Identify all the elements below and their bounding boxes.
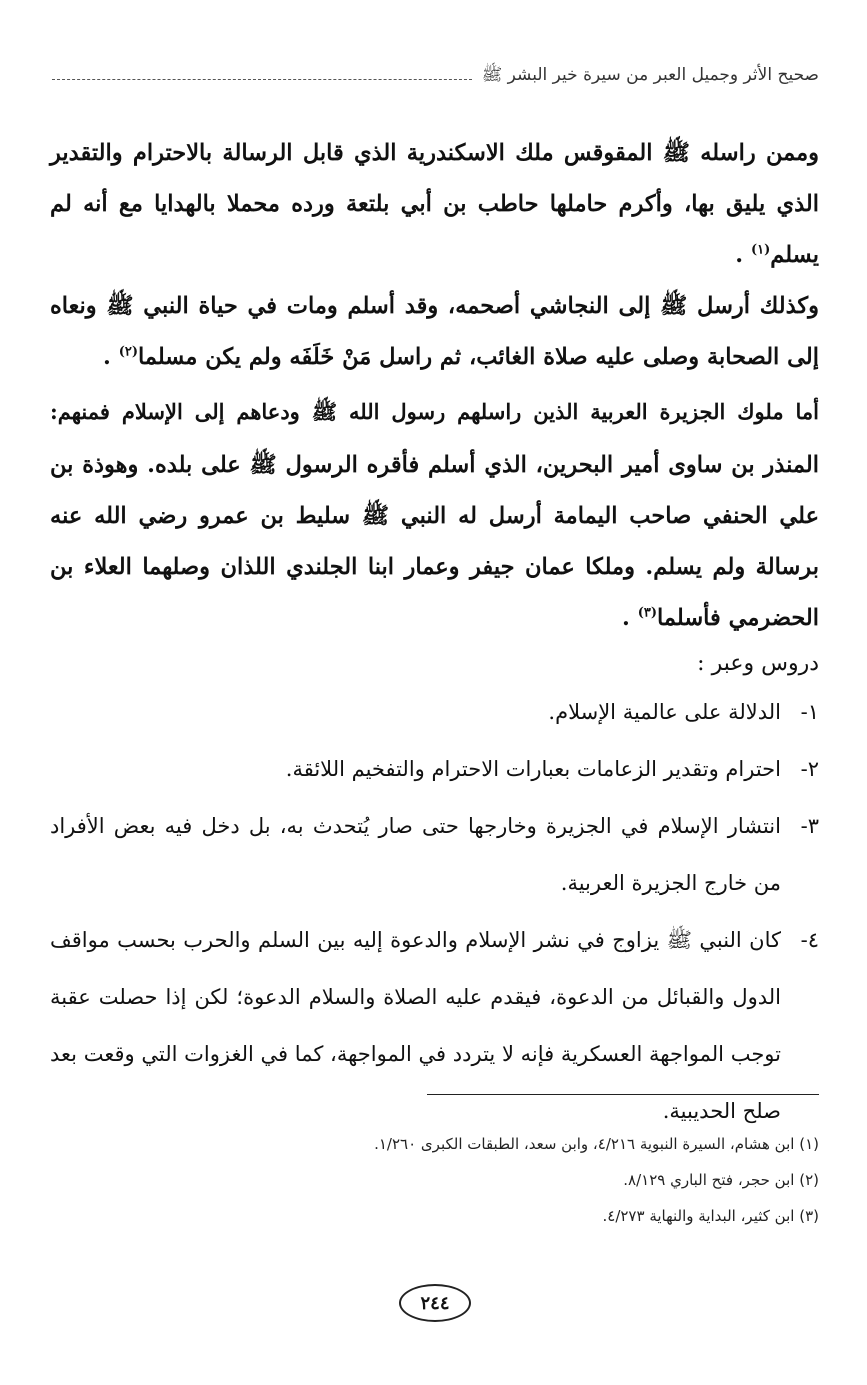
paragraph-najashi: وكذلك أرسل ﷺ إلى النجاشي أصحمه، وقد أسلم ومات في حياة النبي ﷺ ونعاه إلى الصحابة وصلى عليه صلاة الغائب، ثم راسل مَنْ خَلَفَه ولم يكن مسلما$^{(٢)}$ . (50, 293, 819, 370)
lesson-item: ١- الدلالة على عالمية الإسلام. (548, 700, 819, 724)
footnote-ref-2: (٢) (118, 344, 138, 360)
footnote-item: (٣) ابن كثير، البداية والنهاية ٤/٢٧٣. (602, 1207, 819, 1225)
paragraph-arab-kings: أما ملوك الجزيرة العربية الذين راسلهم رسول الله ﷺ ودعاهم إلى الإسلام فمنهم: المنذر بن ساوى أمير البحرين، الذي أسلم فأقره الرسول ﷺ على بلده. وهوذة بن علي الحنفي صاحب اليمامة أرسل له النبي ﷺ سليط بن عمرو رضي الله عنه برسالة ولم يسلم. وملكا عمان جيفر وعمار ابنا الجلندي اللذان وصلهما العلاء بن الحضرمي فأسلما$^{(٣)}$ . (50, 399, 819, 631)
lessons-heading: دروس وعبر : (697, 651, 819, 676)
main-text (50, 128, 819, 1140)
footnote-separator (427, 1094, 819, 1095)
lesson-item: ٤- كان النبي ﷺ يزاوج في نشر الإسلام والدعوة إليه بين السلم والحرب بحسب مواقف الدول والقبائل من الدعوة، فيقدم عليه الصلاة والسلام الدعوة؛ لكن إذا حصلت عقبة توجب المواجهة العسكرية فإنه لا يتردد في المواجهة، كما في الغزوات التي وقعت بعد صلح الحديبية. (50, 928, 819, 1123)
paragraph-intro: أما ملوك الجزيرة العربية الذين راسلهم رسول الله ﷺ ودعاهم إلى الإسلام فمنهم: (50, 399, 819, 424)
running-header (52, 62, 819, 90)
footnote-item: (٢) ابن حجر، فتح الباري ٨/١٢٩. (623, 1171, 819, 1189)
running-title: صحيح الأثر وجميل العبر من سيرة خير البشر ﷺ (481, 64, 819, 85)
paragraph-muqawqis: وممن راسله ﷺ المقوقس ملك الاسكندرية الذي قابل الرسالة بالاحترام والتقدير الذي يليق بها، وأكرم حاملها حاطب بن أبي بلتعة ورده محملا بالهدايا مع أنه لم يسلم$^{(١)}$ . (50, 140, 819, 268)
footnotes (50, 1126, 819, 1234)
lesson-item: ٣- انتشار الإسلام في الجزيرة وخارجها حتى صار يُتحدث به، بل دخل فيه بعض الأفراد من خارج الجزيرة العربية. (50, 814, 819, 895)
footnote-ref-1: (١) (750, 242, 771, 258)
lesson-item: ٢- احترام وتقدير الزعامات بعبارات الاحترام والتفخيم اللائقة. (285, 757, 819, 781)
header-rule (52, 79, 472, 80)
footnote-ref-3: (٣) (637, 605, 658, 621)
footnote-item: (١) ابن هشام، السيرة النبوية ٤/٢١٦، وابن سعد، الطبقات الكبرى ١/٢٦٠. (374, 1135, 819, 1153)
page-number: ٢٤٤ (399, 1284, 471, 1322)
